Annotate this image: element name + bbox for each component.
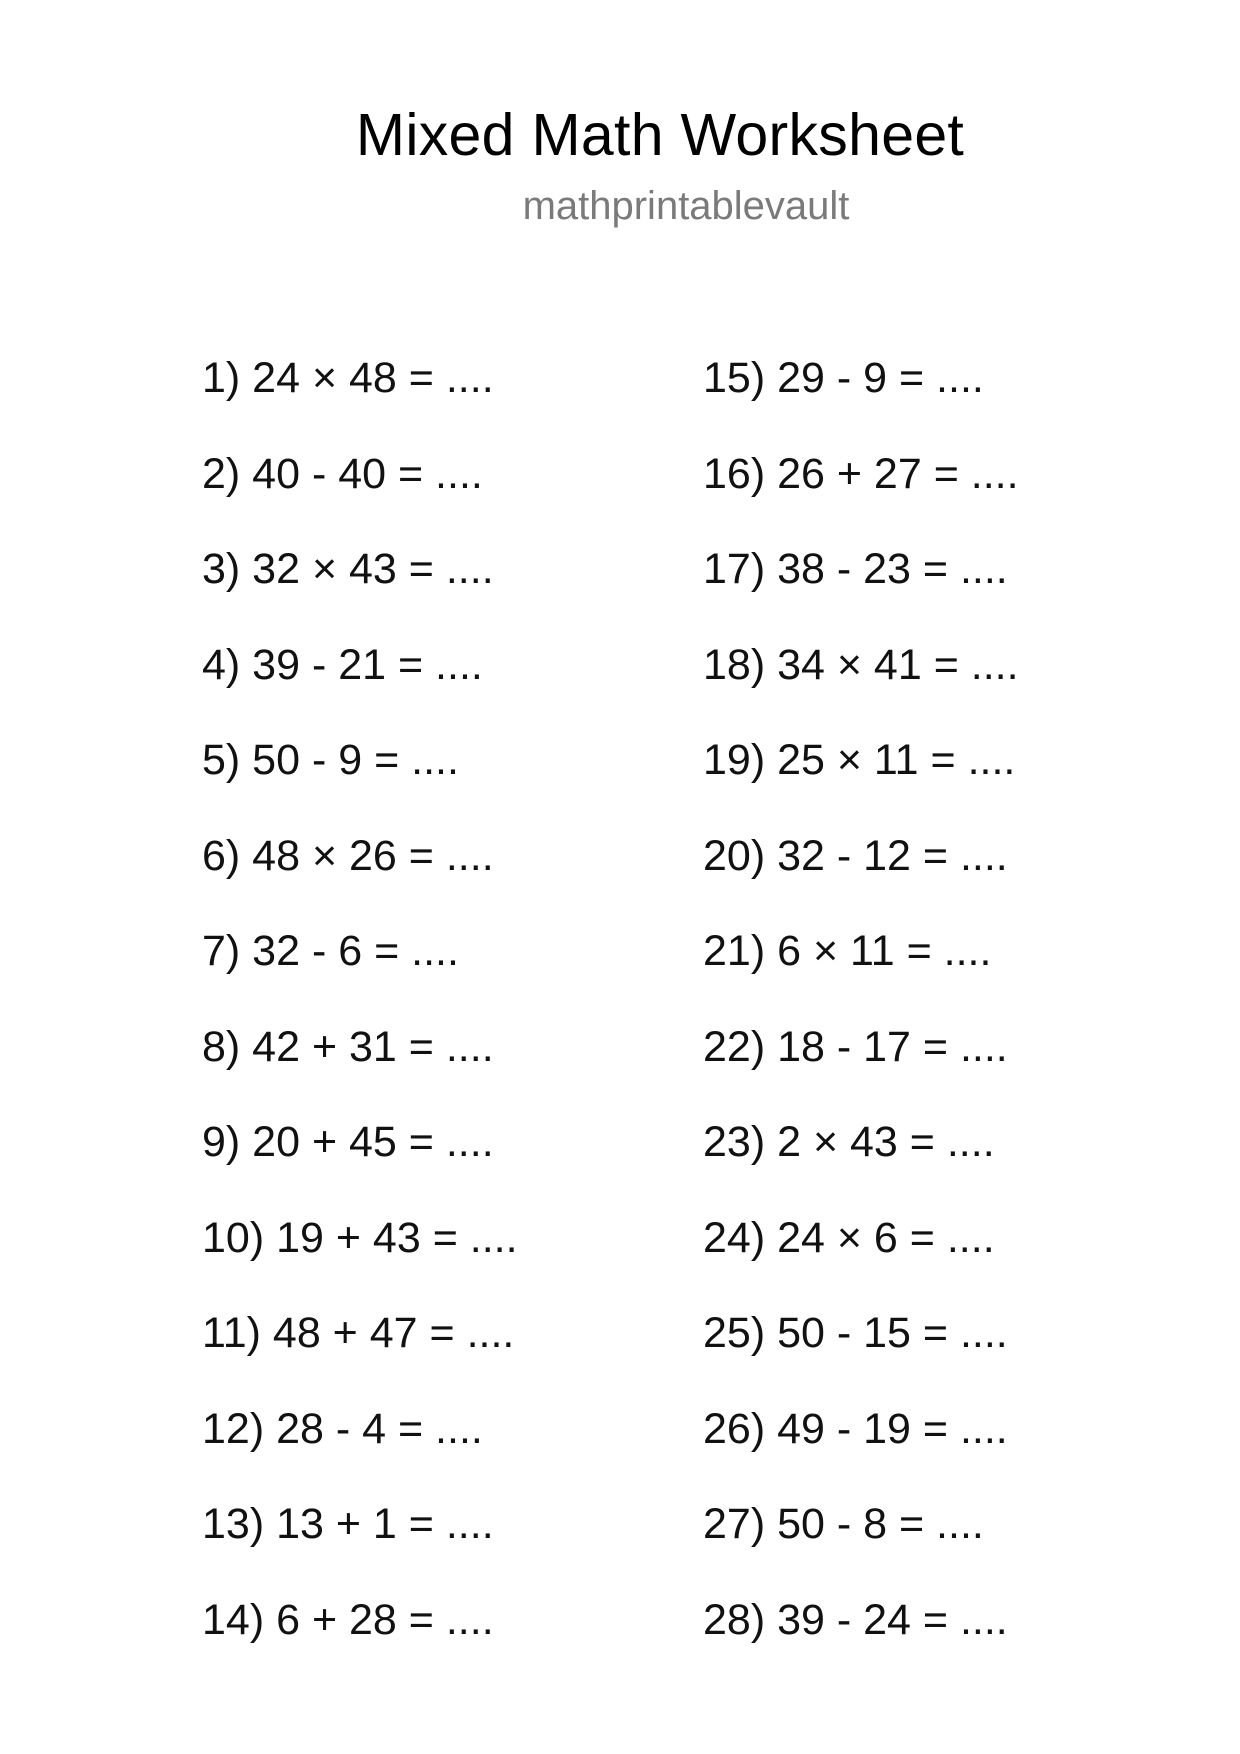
problem-2: 2) 40 - 40 = .... [202,449,483,498]
problem-20: 20) 32 - 12 = .... [703,831,1008,880]
problem-27: 27) 50 - 8 = .... [703,1500,984,1548]
problem-8: 8) 42 + 31 = .... [202,1022,494,1071]
problem-15: 15) 29 - 9 = .... [703,354,984,402]
problem-13: 13) 13 + 1 = .... [202,1500,494,1548]
problem-21: 21) 6 × 11 = .... [703,927,992,975]
problem-column-left [202,345,518,1682]
worksheet-title: Mixed Math Worksheet [355,102,965,168]
problem-14: 14) 6 + 28 = .... [202,1595,494,1644]
problem-25: 25) 50 - 15 = .... [703,1309,1008,1357]
problem-26: 26) 49 - 19 = .... [703,1404,1008,1453]
problem-5: 5) 50 - 9 = .... [202,736,459,784]
problem-4: 4) 39 - 21 = .... [202,640,483,689]
problem-12: 12) 28 - 4 = .... [202,1404,483,1453]
worksheet-source: mathprintablevault [522,184,850,228]
problem-3: 3) 32 × 43 = .... [202,545,494,593]
problem-1: 1) 24 × 48 = .... [202,354,494,402]
problem-24: 24) 24 × 6 = .... [703,1213,995,1262]
problem-17: 17) 38 - 23 = .... [703,545,1008,593]
problem-column-right [703,345,1019,1682]
problem-9: 9) 20 + 45 = .... [202,1118,494,1166]
problem-22: 22) 18 - 17 = .... [703,1022,1008,1071]
problem-16: 16) 26 + 27 = .... [703,449,1019,498]
problem-7: 7) 32 - 6 = .... [202,927,459,975]
problem-6: 6) 48 × 26 = .... [202,831,494,880]
problem-10: 10) 19 + 43 = .... [202,1213,518,1262]
problem-28: 28) 39 - 24 = .... [703,1595,1008,1644]
problem-23: 23) 2 × 43 = .... [703,1118,995,1166]
problem-19: 19) 25 × 11 = .... [703,736,1016,784]
problem-11: 11) 48 + 47 = .... [202,1309,515,1357]
problem-18: 18) 34 × 41 = .... [703,640,1019,689]
